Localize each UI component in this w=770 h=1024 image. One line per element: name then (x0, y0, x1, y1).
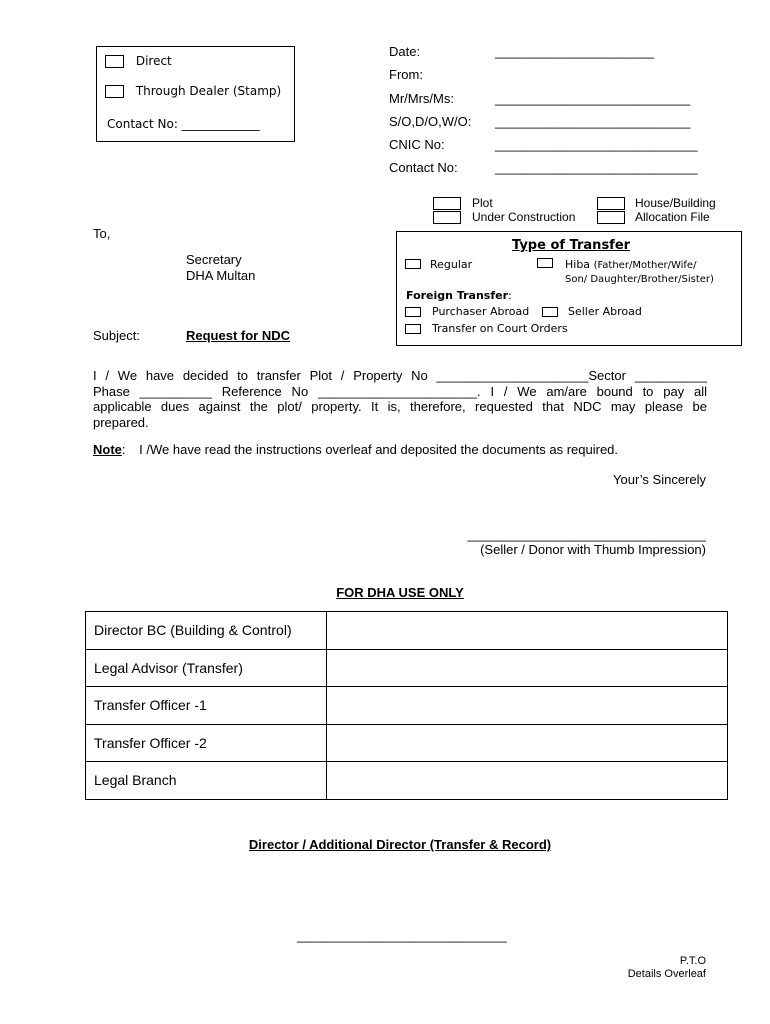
addressee-line2: DHA Multan (186, 268, 256, 283)
relation-label: S/O,D/O,W/O: (389, 114, 472, 129)
body-line4: prepared. (93, 414, 149, 430)
submission-mode-box (96, 46, 295, 142)
hiba-checkbox[interactable] (537, 258, 553, 268)
dealer-option[interactable] (105, 84, 281, 98)
date-label: Date: (389, 44, 421, 59)
plot-label: Plot (472, 196, 493, 210)
under-construction-label: Under Construction (472, 210, 576, 224)
approver-name: Legal Advisor (Transfer) (86, 649, 327, 687)
plot-checkbox[interactable] (433, 197, 461, 210)
dha-approval-table (85, 611, 728, 800)
name-label: Mr/Mrs/Ms: (389, 91, 454, 106)
approval-cell[interactable] (327, 687, 728, 725)
signature-line[interactable]: _________________________________ (467, 527, 706, 542)
signature-label: (Seller / Donor with Thumb Impression) (480, 542, 706, 557)
house-building-checkbox[interactable] (597, 197, 625, 210)
hiba-option (565, 258, 696, 271)
hiba-detail1: (Father/Mother/Wife/ (593, 260, 697, 271)
dealer-label: Through Dealer (Stamp) (135, 84, 282, 98)
seller-abroad-checkbox[interactable] (542, 307, 558, 317)
director-signature-line[interactable]: _____________________________ (297, 928, 507, 943)
under-construction-checkbox[interactable] (433, 211, 461, 224)
approver-name: Transfer Officer -2 (86, 724, 327, 762)
allocation-file-label: Allocation File (635, 210, 710, 224)
director-title: Director / Additional Director (Transfer & Record) (248, 837, 552, 852)
court-orders-checkbox[interactable] (405, 324, 421, 334)
transfer-type-box (396, 231, 742, 346)
contact-label: Contact No: (389, 160, 458, 175)
note-text: I /We have read the instructions overleaf and deposited the documents as required. (139, 442, 619, 457)
approval-cell[interactable] (327, 649, 728, 687)
contact-field[interactable]: ____________________________ (495, 160, 698, 175)
subject-label: Subject: (93, 328, 140, 343)
approval-cell[interactable] (327, 612, 728, 650)
to-label: To, (93, 226, 111, 241)
approver-name: Director BC (Building & Control) (86, 612, 327, 650)
regular-checkbox[interactable] (405, 259, 421, 269)
addressee-line1: Secretary (186, 252, 242, 267)
cnic-field[interactable]: ____________________________ (495, 137, 698, 152)
body-line2: Phase __________ Reference No ______________________. I / We am/are bound to pay all (93, 383, 707, 399)
table-row (86, 687, 728, 725)
approver-name: Transfer Officer -1 (86, 687, 327, 725)
pto-label: P.T.O (679, 955, 706, 967)
sincerely-label: Your’s Sincerely (613, 472, 706, 487)
note-line (93, 442, 618, 457)
relation-field[interactable]: ___________________________ (495, 114, 691, 129)
cnic-label: CNIC No: (389, 137, 445, 152)
dealer-checkbox[interactable] (105, 85, 124, 98)
allocation-file-checkbox[interactable] (597, 211, 625, 224)
from-label: From: (389, 67, 423, 82)
table-row (86, 649, 728, 687)
purchaser-abroad-checkbox[interactable] (405, 307, 421, 317)
direct-option[interactable] (105, 54, 172, 68)
details-overleaf-label: Details Overleaf (627, 968, 706, 980)
purchaser-abroad-label: Purchaser Abroad (432, 305, 530, 318)
house-building-label: House/Building (635, 196, 716, 210)
body-line3: applicable dues against the plot/ property. It is, therefore, requested that NDC may please be (93, 399, 707, 414)
body-line1: I / We have decided to transfer Plot / Property No _____________________Sector __________ (93, 368, 707, 383)
regular-label: Regular (430, 258, 473, 271)
foreign-transfer-heading (406, 289, 512, 302)
approval-cell[interactable] (327, 762, 728, 800)
table-row (86, 724, 728, 762)
approver-name: Legal Branch (86, 762, 327, 800)
mode-contact-field[interactable]: Contact No: _____________ (107, 117, 260, 131)
dha-use-title: FOR DHA USE ONLY (336, 585, 464, 600)
seller-abroad-label: Seller Abroad (568, 305, 642, 318)
name-field[interactable]: ___________________________ (495, 91, 691, 106)
direct-checkbox[interactable] (105, 55, 124, 68)
foreign-transfer-label: Foreign Transfer (406, 289, 509, 302)
transfer-type-title: Type of Transfer (512, 238, 631, 253)
hiba-label: Hiba (565, 258, 591, 271)
note-label: Note (93, 442, 122, 457)
date-field[interactable]: ______________________ (495, 44, 655, 59)
table-row (86, 762, 728, 800)
subject-value: Request for NDC (186, 328, 291, 343)
court-orders-label: Transfer on Court Orders (432, 322, 568, 335)
approval-cell[interactable] (327, 724, 728, 762)
request-paragraph (93, 368, 707, 430)
table-row (86, 612, 728, 650)
note-colon: : (121, 442, 126, 457)
foreign-transfer-colon: : (508, 289, 512, 302)
hiba-detail2: Son/ Daughter/Brother/Sister) (565, 274, 714, 285)
direct-label: Direct (135, 54, 172, 68)
